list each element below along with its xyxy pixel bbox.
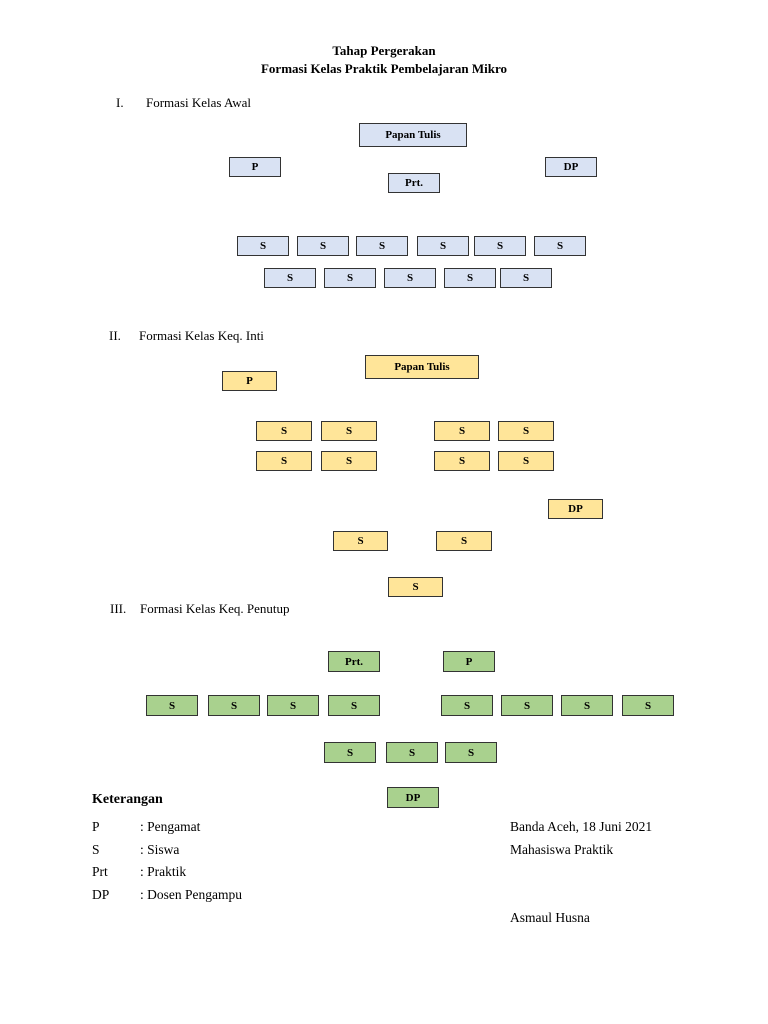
siswa-box: S [321,451,377,471]
siswa-box: S [256,451,312,471]
pengamat-box: P [229,157,281,177]
siswa-box: S [256,421,312,441]
siswa-box: S [356,236,408,256]
dosen-pengampu-box: DP [387,787,439,808]
siswa-box: S [146,695,198,716]
pengamat-box: P [443,651,495,672]
legend-value: : Dosen Pengampu [140,887,242,902]
siswa-box: S [384,268,436,288]
legend-value: : Siswa [140,842,180,857]
signature-name: Asmaul Husna [510,910,590,925]
siswa-box: S [324,268,376,288]
papan-tulis-box: Papan Tulis [365,355,479,379]
siswa-box: S [474,236,526,256]
legend-item [92,887,392,907]
legend-title: Keterangan [92,792,163,807]
siswa-box: S [534,236,586,256]
siswa-box: S [267,695,319,716]
section-heading-inti [109,328,264,344]
legend-key: DP [92,887,110,902]
siswa-box: S [445,742,497,763]
legend-key: S [92,842,100,857]
section-label: Formasi Kelas Keq. Penutup [140,601,290,616]
siswa-box: S [208,695,260,716]
siswa-box: S [434,451,490,471]
praktik-box: Prt. [328,651,380,672]
siswa-box: S [500,268,552,288]
section-heading-penutup [110,601,289,617]
siswa-box: S [501,695,553,716]
siswa-box: S [622,695,674,716]
siswa-box: S [321,421,377,441]
siswa-box: S [444,268,496,288]
section-heading-awal [116,95,251,111]
dosen-pengampu-box: DP [545,157,597,177]
signature-place-date: Banda Aceh, 18 Juni 2021 [510,819,653,834]
siswa-box: S [328,695,380,716]
section-label: Formasi Kelas Keq. Inti [139,328,264,343]
pengamat-box: P [222,371,277,391]
legend-value: : Pengamat [140,819,201,834]
legend-key: Prt [92,864,108,879]
siswa-box: S [441,695,493,716]
praktik-box: Prt. [388,173,440,193]
siswa-box: S [436,531,492,551]
section-number: III. [110,601,127,616]
section-number: I. [116,95,124,110]
siswa-box: S [237,236,289,256]
signature-role: Mahasiswa Praktik [510,842,614,857]
siswa-box: S [561,695,613,716]
siswa-box: S [434,421,490,441]
legend-item [92,819,392,839]
siswa-box: S [388,577,443,597]
section-number: II. [109,328,121,343]
siswa-box: S [333,531,388,551]
siswa-box: S [417,236,469,256]
legend-item [92,864,392,884]
siswa-box: S [264,268,316,288]
document-subtitle: Formasi Kelas Praktik Pembelajaran Mikro [260,61,507,76]
legend-key: P [92,819,100,834]
siswa-box: S [386,742,438,763]
legend-value: : Praktik [140,864,187,879]
siswa-box: S [498,421,554,441]
siswa-box: S [324,742,376,763]
dosen-pengampu-box: DP [548,499,603,519]
document-title: Tahap Pergerakan [332,43,436,58]
legend-item [92,842,392,862]
siswa-box: S [297,236,349,256]
papan-tulis-box: Papan Tulis [359,123,467,147]
siswa-box: S [498,451,554,471]
section-label: Formasi Kelas Awal [146,95,251,110]
